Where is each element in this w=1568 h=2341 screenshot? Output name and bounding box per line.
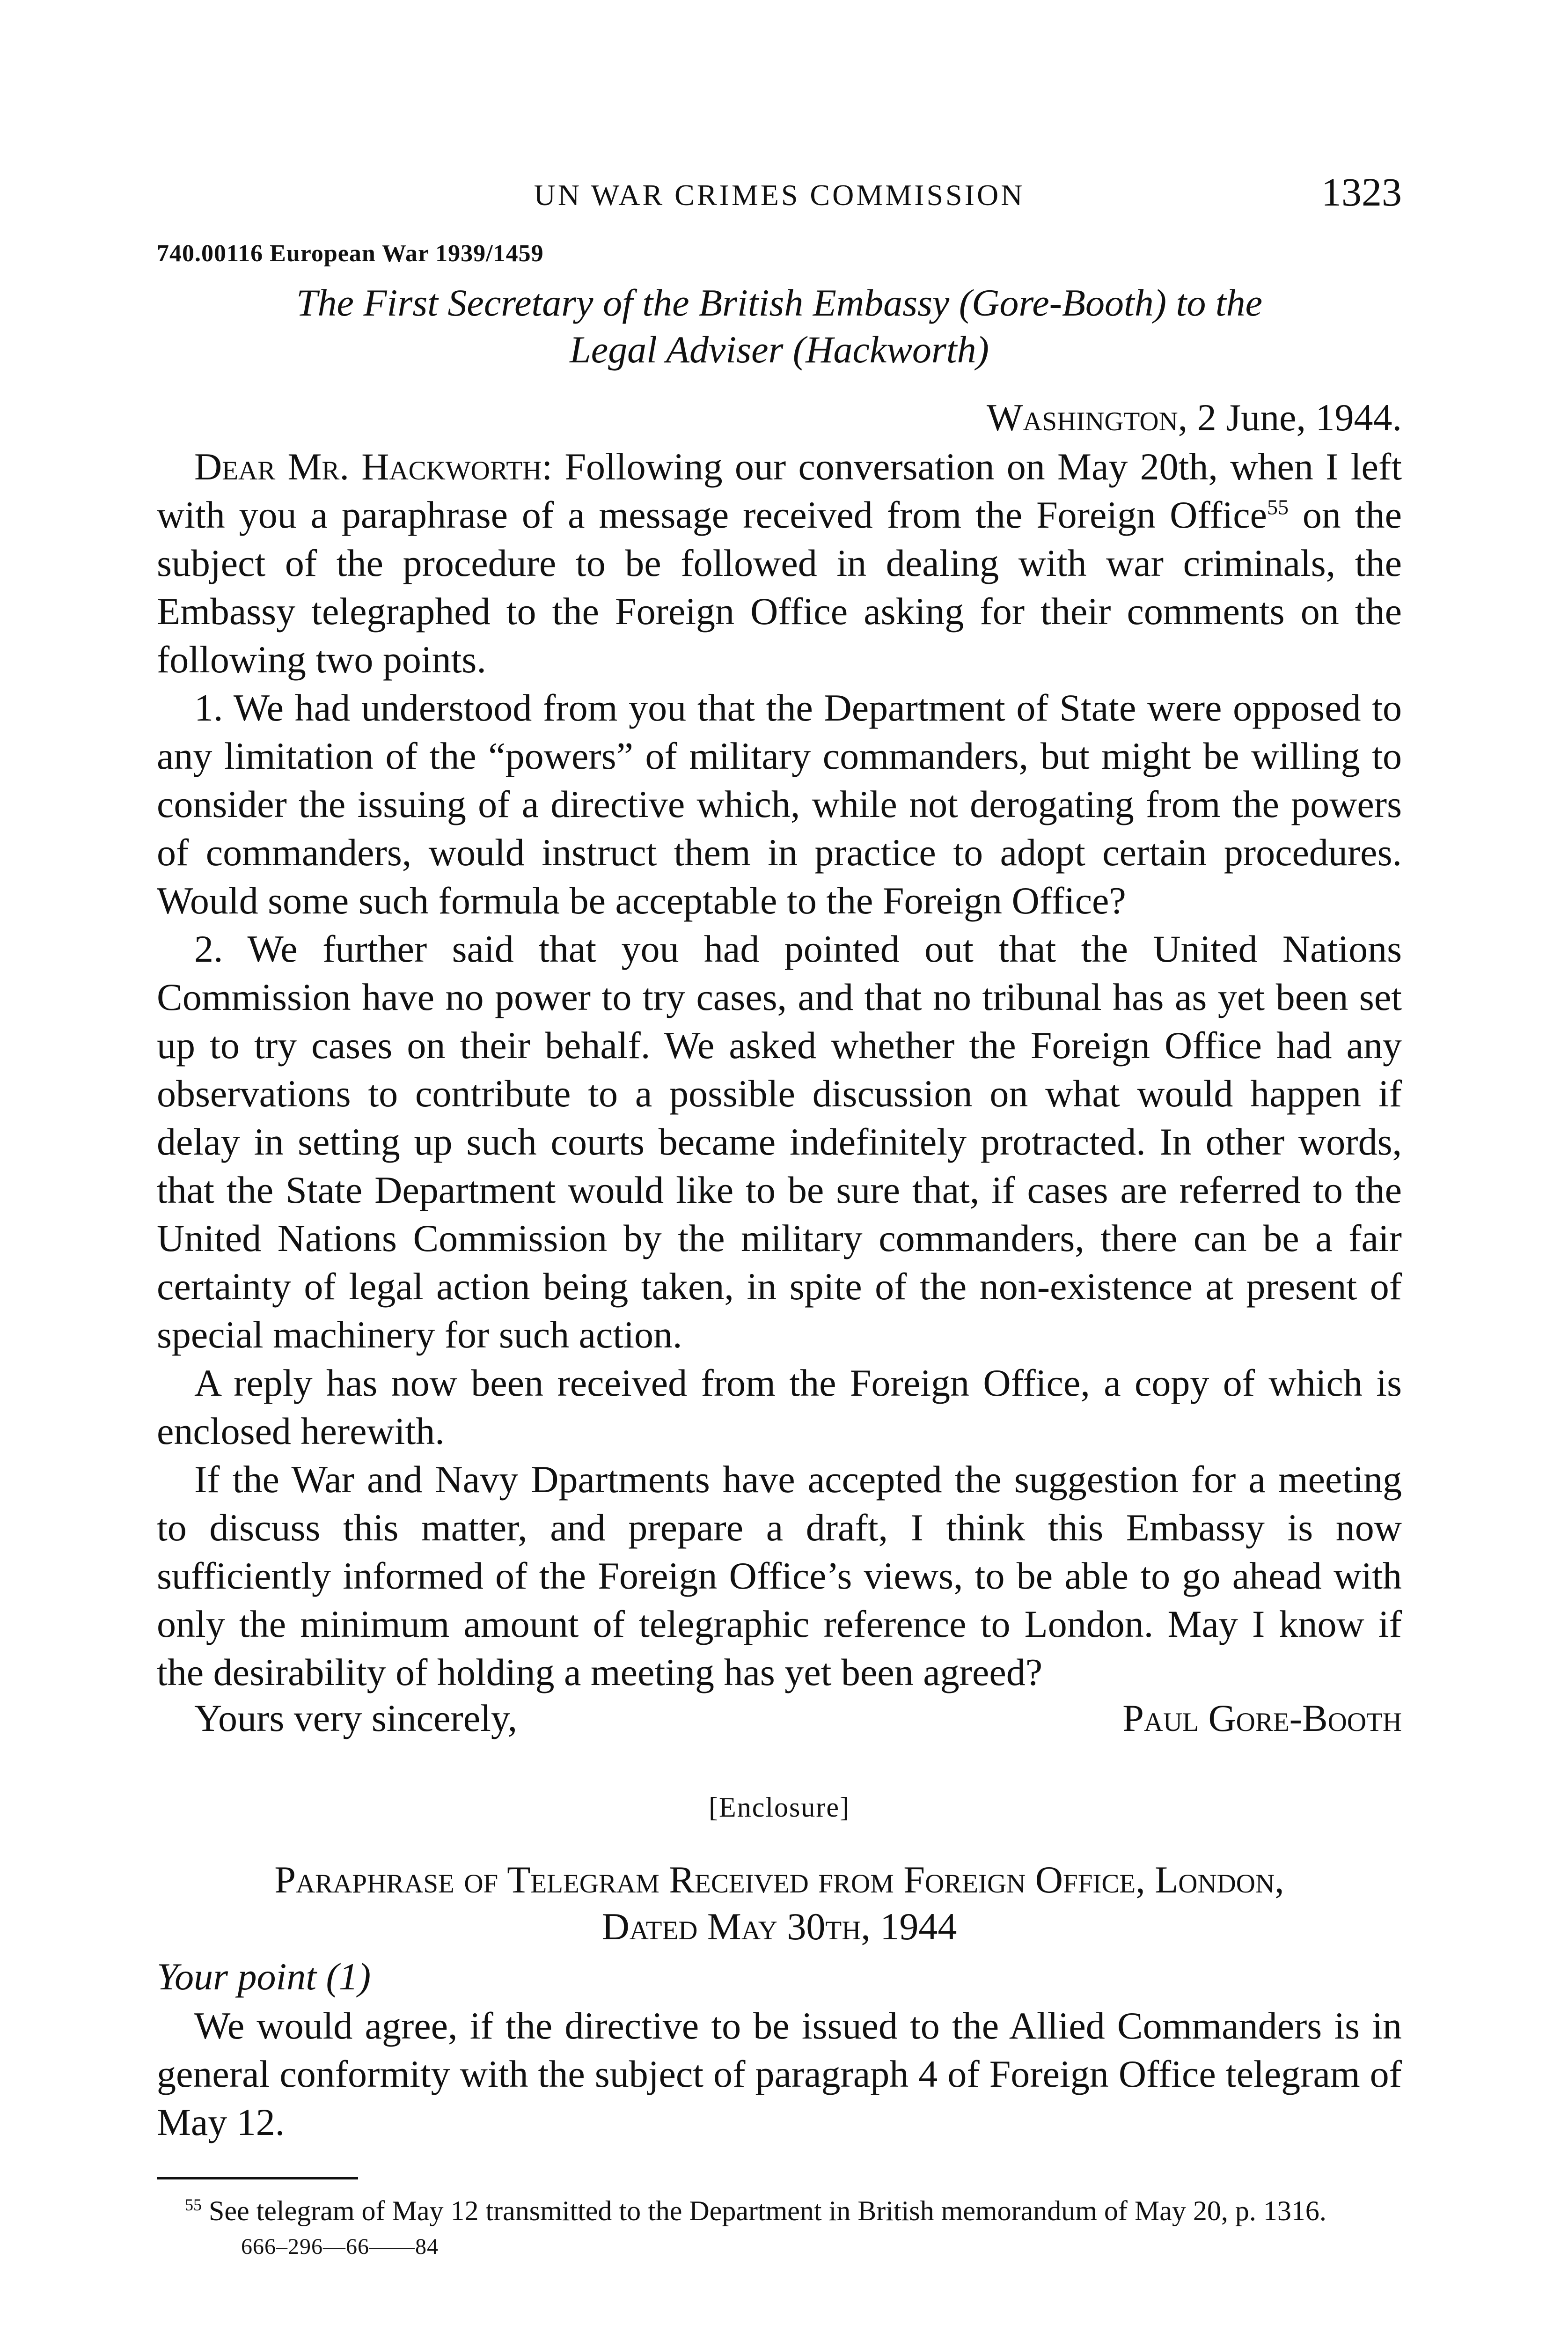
letter-paragraph-1 [157, 442, 1402, 684]
enclosure-label: [Enclosure] [709, 1792, 850, 1823]
closing-phrase: Yours very sincerely, [194, 1697, 518, 1739]
document-page [157, 169, 1402, 2260]
salutation: Dear Mr. Hackworth [194, 445, 542, 488]
enclosure-title-line-1: Paraphrase of Telegram Received from Foreign Office, London, [274, 1858, 1284, 1901]
document-title-line-2: Legal Adviser (Hackworth) [570, 328, 989, 371]
print-code: 666–296—66——84 [241, 2234, 439, 2259]
footnote-number: 55 [185, 2195, 202, 2214]
running-title: UN WAR CRIMES COMMISSION [534, 178, 1025, 212]
letter-body [157, 442, 1402, 1696]
letter-closing [157, 1696, 1402, 1745]
letter-paragraph-2: 1. We had understood from you that the Department of State were opposed to any limitation of the “powers” of military commanders, but might be willing to consider the issuing of a directive which, while not derogating from the powers of commanders, would instruct them in practice to adopt certain procedures. Would some such formula be acceptable to the Foreign Office? [157, 686, 1402, 922]
file-number: 740.00116 European War 1939/1459 [157, 240, 544, 267]
enclosure-body [157, 2002, 1402, 2146]
dateline-place: Washington [986, 396, 1178, 439]
enclosure-paragraph: We would agree, if the directive to be issued to the Allied Commanders is in general conformity with the subject of paragraph 4 of Foreign Office telegram of May 12. [157, 2004, 1402, 2143]
signature: Paul Gore-Booth [1122, 1697, 1402, 1739]
letter-paragraph-4: A reply has now been received from the Foreign Office, a copy of which is enclosed herewith. [157, 1362, 1402, 1452]
letter-paragraph-5: If the War and Navy Dpartments have accepted the suggestion for a meeting to discuss this matter, and prepare a draft, I think this Embassy is now sufficiently informed of the Foreign Office’s views, to be able to go ahead with only the minimum amount of telegraphic reference to London. May I know if the desirability of holding a meeting has yet been agreed? [157, 1458, 1402, 1693]
footnote-text: See telegram of May 12 transmitted to the Department in British memorandum of May 20, p. 1316. [202, 2195, 1326, 2226]
document-title-line-1: The First Secretary of the British Embassy (Gore-Booth) to the [296, 281, 1263, 324]
dateline-date: , 2 June, 1944. [1178, 396, 1402, 439]
letter-paragraph-1-text: : Following our conversation on May 20th, when I left with you a paraphrase of a message received from the Foreign Office [157, 445, 1402, 536]
footnote [157, 2194, 1402, 2228]
point-label: Your point (1) [157, 1955, 371, 1998]
letter-paragraph-3: 2. We further said that you had pointed out that the United Nations Commission have no power to try cases, and that no tribunal has as yet been set up to try cases on their behalf. We asked whether the Foreign Office had any observations to contribute to a possible discussion on what would happen if delay in setting up such courts became indefinitely protracted. In other words, that the State Department would like to be sure that, if cases are referred to the United Nations Commission by the military commanders, there can be a fair certainty of legal action being taken, in spite of the non-existence at present of special machinery for such action. [157, 928, 1402, 1356]
enclosure-title [157, 1856, 1402, 1950]
dateline [157, 396, 1402, 440]
running-head [157, 169, 1402, 225]
page-number: 1323 [1321, 169, 1402, 214]
letter-paragraph-1-rest: on the subject of the procedure to be followed in dealing with war criminals, the Embassy telegraphed to the Foreign Office asking for their comments on the following two points. [157, 493, 1402, 681]
footnote-reference: 55 [1267, 495, 1289, 519]
enclosure-title-line-2: Dated May 30th, 1944 [601, 1905, 957, 1948]
document-title [157, 280, 1402, 373]
footnote-divider [157, 2177, 358, 2179]
